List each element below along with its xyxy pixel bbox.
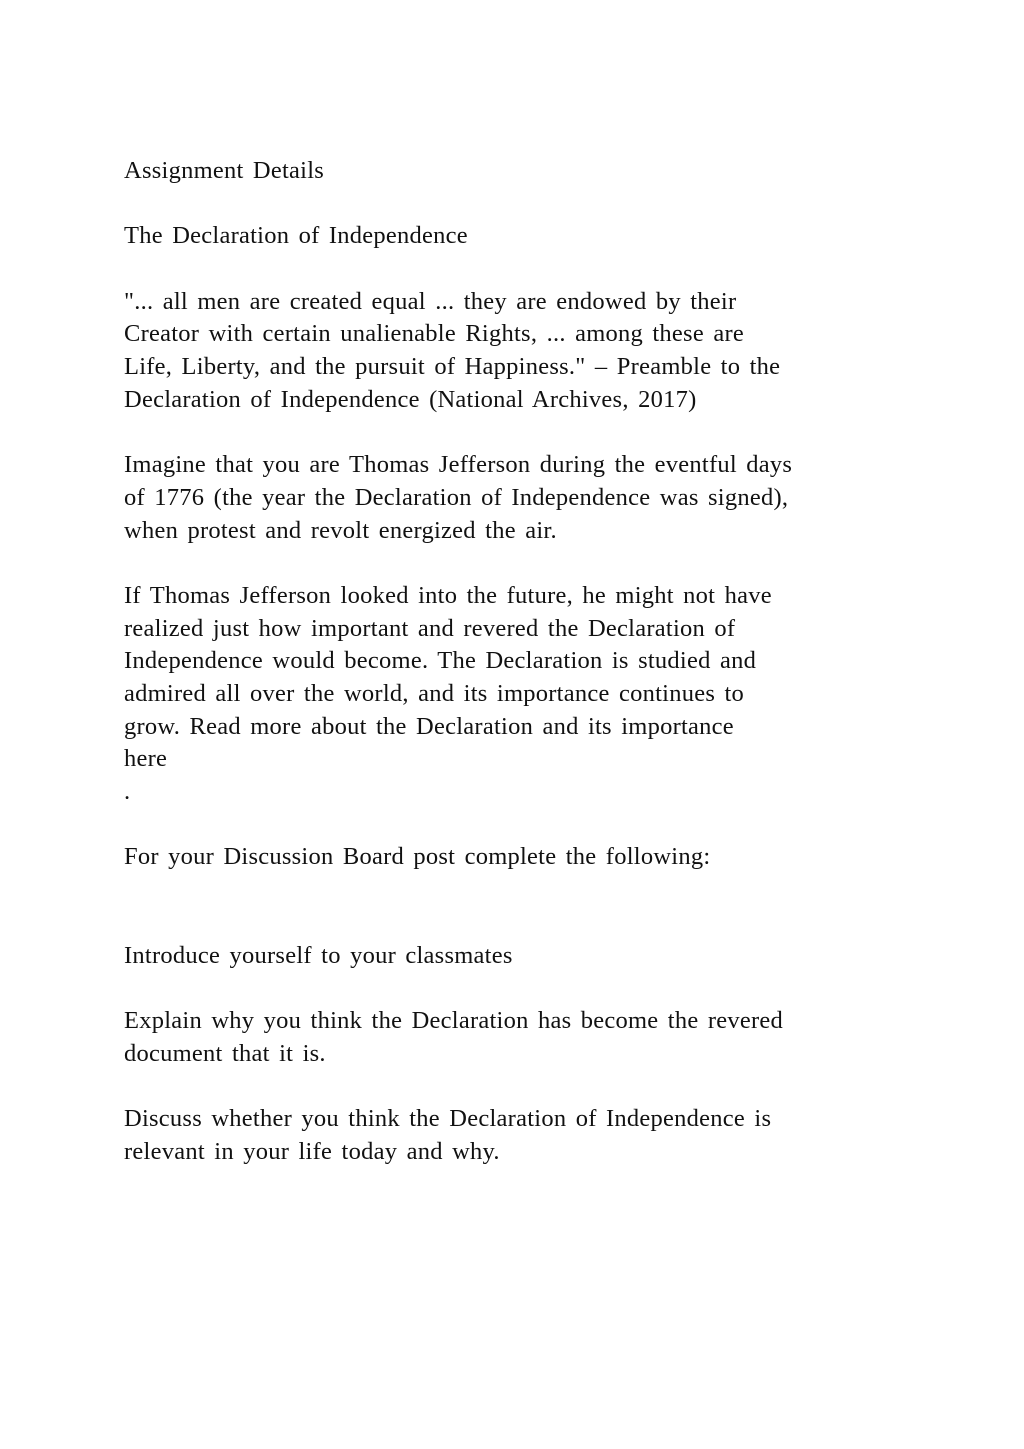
preamble-quote [124, 286, 904, 417]
quote-line: "... all men are created equal ... they are endowed by their [124, 287, 737, 315]
paragraph-line: realized just how important and revered the Declaration of [124, 614, 736, 642]
imagine-paragraph [124, 449, 904, 547]
task-introduce: Introduce yourself to your classmates [124, 941, 513, 969]
instructions-line: For your Discussion Board post complete the following: [124, 843, 711, 871]
here-link-text: here [124, 745, 168, 773]
task-line: document that it is. [124, 1039, 326, 1067]
period-line: . [124, 778, 131, 806]
task-explain [124, 1005, 904, 1070]
paragraph-line: grow. Read more about the Declaration and its importance [124, 712, 734, 740]
assignment-subtitle: The Declaration of Independence [124, 222, 468, 250]
paragraph-line: when protest and revolt energized the air. [124, 516, 557, 544]
task-line: Explain why you think the Declaration has become the revered [124, 1006, 784, 1034]
paragraph-line: If Thomas Jefferson looked into the future, he might not have [124, 581, 772, 609]
paragraph-line: admired all over the world, and its importance continues to [124, 680, 745, 707]
spacer [124, 809, 904, 842]
spacer [124, 417, 904, 450]
spacer [124, 188, 904, 221]
quote-line: Creator with certain unalienable Rights, ... among these are [124, 320, 745, 348]
spacer [124, 972, 904, 1005]
document-body [124, 155, 904, 1168]
task-discuss [124, 1103, 904, 1168]
paragraph-line: Imagine that you are Thomas Jefferson during the eventful days [124, 451, 793, 479]
task-line: relevant in your life today and why. [124, 1137, 500, 1165]
spacer [124, 547, 904, 580]
quote-line: Declaration of Independence (National Archives, 2017) [124, 385, 697, 413]
quote-line: Life, Liberty, and the pursuit of Happiness." – Preamble to the [124, 353, 781, 381]
paragraph-line: Independence would become. The Declaration is studied and [124, 647, 757, 675]
spacer [124, 1070, 904, 1103]
future-paragraph [124, 580, 904, 809]
spacer [124, 874, 904, 939]
assignment-title: Assignment Details [124, 157, 325, 184]
task-line: Discuss whether you think the Declaration of Independence is [124, 1104, 772, 1132]
spacer [124, 253, 904, 286]
paragraph-line: of 1776 (the year the Declaration of Independence was signed), [124, 483, 789, 511]
